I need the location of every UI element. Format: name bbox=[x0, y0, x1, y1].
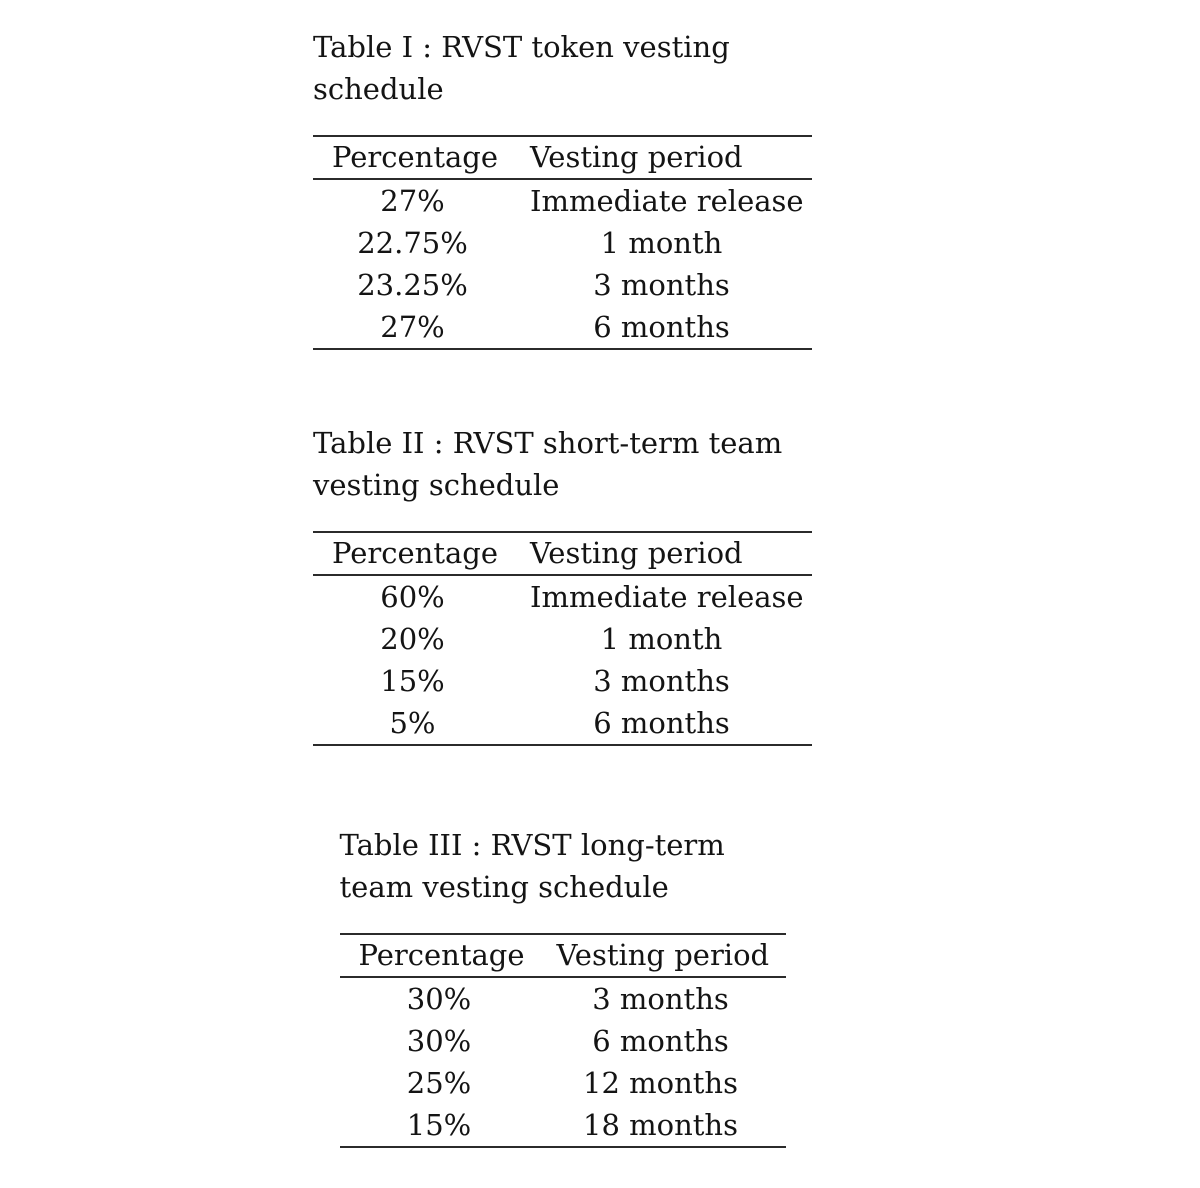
percentage-cell: 15% bbox=[380, 664, 445, 698]
vesting-period-cell: 3 months bbox=[593, 664, 730, 698]
table-row bbox=[359, 1062, 767, 1104]
vesting-period-cell: 6 months bbox=[593, 706, 730, 740]
percentage-cell: 5% bbox=[389, 706, 436, 740]
table-row bbox=[359, 978, 767, 1020]
vesting-period-cell: 3 months bbox=[592, 982, 729, 1016]
table-3-header-row bbox=[340, 935, 786, 978]
vesting-period-cell: 1 month bbox=[600, 226, 723, 260]
table-3-header-vesting-period: Vesting period bbox=[556, 938, 770, 972]
table-2-header-percentage: Percentage bbox=[332, 536, 498, 570]
percentage-cell: 27% bbox=[380, 310, 445, 344]
table-row bbox=[332, 702, 793, 744]
percentage-cell: 22.75% bbox=[357, 226, 468, 260]
table-3-caption bbox=[340, 824, 786, 908]
vesting-period-cell: 6 months bbox=[592, 1024, 729, 1058]
table-1-header-percentage: Percentage bbox=[332, 140, 498, 174]
table-2-header-vesting-period: Vesting period bbox=[530, 536, 743, 570]
table-row bbox=[332, 264, 793, 306]
table-2-vesting-table bbox=[313, 531, 812, 746]
table-2-block bbox=[313, 422, 812, 746]
table-3-vesting-table bbox=[340, 933, 786, 1148]
vesting-period-cell: Immediate release bbox=[530, 184, 804, 218]
percentage-cell: 20% bbox=[380, 622, 445, 656]
table-2-body bbox=[313, 576, 812, 744]
percentage-cell: 30% bbox=[406, 1024, 472, 1058]
table-1-header-row bbox=[313, 137, 812, 180]
percentage-cell: 27% bbox=[380, 184, 445, 218]
percentage-cell: 25% bbox=[406, 1066, 472, 1100]
table-row bbox=[332, 576, 804, 618]
table-row bbox=[332, 618, 793, 660]
table-2-caption-line-2: vesting schedule bbox=[313, 468, 560, 502]
paper-column bbox=[313, 0, 812, 1148]
table-3-body bbox=[340, 978, 786, 1146]
table-1-header-vesting-period: Vesting period bbox=[530, 140, 743, 174]
table-row bbox=[332, 660, 793, 702]
table-3-caption-line-2: team vesting schedule bbox=[339, 870, 669, 904]
vesting-period-cell: 18 months bbox=[583, 1108, 738, 1142]
table-row bbox=[332, 180, 804, 222]
table-row bbox=[359, 1020, 767, 1062]
percentage-cell: 30% bbox=[406, 982, 472, 1016]
percentage-cell: 15% bbox=[406, 1108, 472, 1142]
table-row bbox=[359, 1104, 767, 1146]
vesting-period-cell: 12 months bbox=[583, 1066, 738, 1100]
table-1-caption-line-1: Table I : RVST token vesting bbox=[313, 30, 730, 64]
table-1-caption-line-2: schedule bbox=[313, 72, 444, 106]
vesting-period-cell: 6 months bbox=[593, 310, 730, 344]
percentage-cell: 23.25% bbox=[357, 268, 468, 302]
table-3-block bbox=[340, 824, 786, 1148]
table-2-header-row bbox=[313, 533, 812, 576]
vesting-period-cell: 3 months bbox=[593, 268, 730, 302]
vesting-period-cell: Immediate release bbox=[530, 580, 804, 614]
table-1-vesting-table bbox=[313, 135, 812, 350]
table-row bbox=[332, 222, 793, 264]
table-1-block bbox=[313, 26, 812, 350]
vesting-period-cell: 1 month bbox=[600, 622, 723, 656]
percentage-cell: 60% bbox=[380, 580, 445, 614]
table-3-header-percentage: Percentage bbox=[358, 938, 525, 972]
table-3-caption-line-1: Table III : RVST long-term bbox=[339, 828, 725, 862]
table-row bbox=[332, 306, 793, 348]
table-1-caption bbox=[313, 26, 812, 110]
table-1-body bbox=[313, 180, 812, 348]
table-2-caption-line-1: Table II : RVST short-term team bbox=[313, 426, 783, 460]
table-2-caption bbox=[313, 422, 812, 506]
